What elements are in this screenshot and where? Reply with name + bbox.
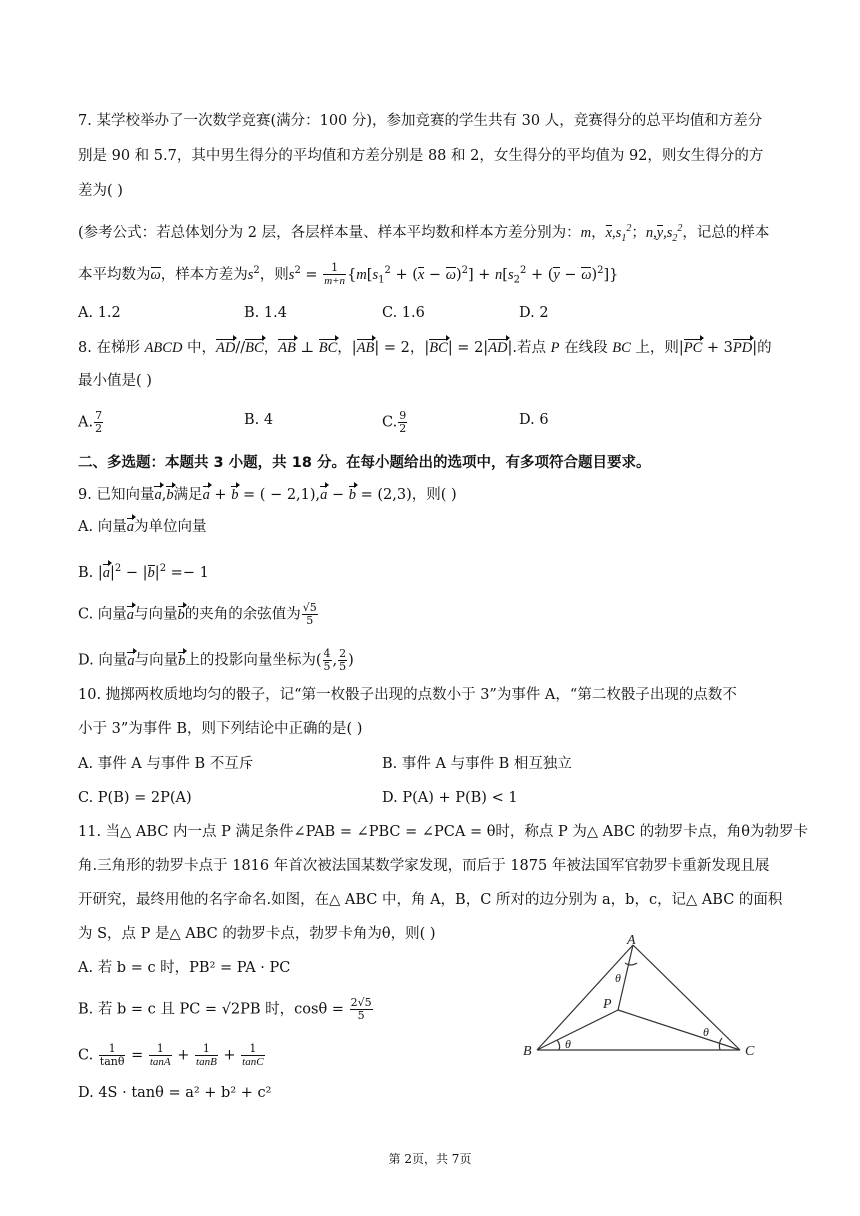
q8-option-b: B. 4 [244,412,274,428]
q7-ref1-text: (参考公式：若总体划分为 2 层，各层样本量、样本平均数和样本方差分别为： [78,224,581,241]
theta-c: θ [703,1025,709,1039]
label-c: C [745,1044,755,1059]
q11-option-a: A. 若 b = c 时，PB² = PA · PC [78,960,291,976]
q7-reference-line1: (参考公式：若总体划分为 2 层，各层样本量、样本平均数和样本方差分别为：m，$x,s_1^2$；$n,y,s_2^2$，记总的样本 [78,223,770,244]
q11-option-d: D. 4S · tanθ = a² + b² + c² [78,1085,272,1101]
q10-option-b: B. 事件 A 与事件 B 相互独立 [382,756,572,772]
q7-ref2-mid: ，样本方差为 [160,266,248,283]
q10-option-a: A. 事件 A 与事件 B 不互斥 [78,756,254,772]
q11-line4: 为 S，点 P 是△ ABC 的勃罗卡点，勃罗卡角为θ，则( ) [78,926,436,942]
q8-tail4: 的 [757,340,772,356]
q7-ref2-text: 本平均数为 [78,266,151,283]
q9-option-b: B. $|a|^2 - |b|^2 =- 1$ [78,563,209,581]
q7-line1: 7. 某学校举办了一次数学竞赛(满分：100 分)，参加竞赛的学生共有 30 人，竞赛得分的总平均值和方差分 [78,113,763,129]
segment-pc [618,1010,740,1050]
q7-line3: 差为( ) [78,183,123,199]
page-footer: 第 2页，共 7页 [388,1152,472,1166]
label-b: B [523,1044,532,1059]
q7-ref1-end: ，记总的样本 [682,224,770,241]
q7-line2: 别是 90 和 5.7，其中男生得分的平均值和方差分别是 88 和 2，女生得分的平均值为 92，则女生得分的方 [78,148,764,164]
label-a: A [627,933,636,948]
section-heading: 二、多选题：本题共 3 小题，共 18 分。在每小题给出的选项中，有多项符合题目要求。 [78,455,651,471]
q8-option-d: D. 6 [519,412,549,428]
q11-line3: 开研究，最终用他的名字命名.如图，在△ ABC 中，角 A，B，C 所对的边分别为 a，b，c，记△ ABC 的面积 [78,892,783,908]
q8-pre: 8. 在梯形 [78,340,145,356]
q10-option-c: C. P(B) = 2P(A) [78,790,192,806]
q8-line2: 最小值是( ) [78,373,152,389]
q7-option-b: B. 1.4 [244,305,287,321]
q9-stem: 9. 已知向量a,b满足a + b = ( − 2,1),a − b = (2,3)，则( ) [78,487,457,503]
q9-option-d: D. 向量a与向量b上的投影向量坐标为( $\frac{4}{5}$ , $\frac{2}{5}$ ) [78,647,354,673]
q9-option-a: A. 向量a为单位向量 [78,519,207,535]
q7-reference-line2: 本平均数为ω，样本方差为$s^2$，则$s^2$ = $\frac{1}{m+n}$ $\{m[s_1^2 + (x - \omega)^2] + n[s_2^2 + (y - \omega)^2]\}$ [78,261,619,288]
q8-tail: .若点 [512,340,551,356]
q7-ref2-then: ，则 [259,266,289,283]
q11-line1: 11. 当△ ABC 内一点 P 满足条件∠PAB = ∠PBC = ∠PCA = θ时，称点 P 为△ ABC 的勃罗卡点，角θ为勃罗卡 [78,824,808,840]
q8-option-c: C. $\frac{9}{2}$ [382,409,407,435]
q8-tail3: 上，则 [630,340,679,356]
q9-option-c: C. 向量a与向量b的夹角的余弦值为 $\frac{√5}{5}$ [78,601,317,627]
angle-arc-a [625,963,637,965]
q7-option-a: A. 1.2 [78,305,121,321]
q7-option-c: C. 1.6 [382,305,425,321]
q10-option-d: D. P(A) + P(B) < 1 [382,790,518,806]
q8-line1: 8. 在梯形 ABCD 中，AD//BC，AB ⊥ BC，|AB| = 2，|BC| = 2|AD|.若点 P 在线段 BC 上，则|PC + 3PD|的 [78,340,772,356]
label-p: P [603,997,612,1012]
q8-option-a: A. $\frac{7}{2}$ [78,409,103,435]
q11-option-c: C. $\frac{1}{\tan\theta}$ = $\frac{1}{\tan A}$ + $\frac{1}{\tan B}$ + $\frac{1}{\tan C}$ [78,1042,264,1068]
q10-line2: 小于 3”为事件 B，则下列结论中正确的是( ) [78,721,363,737]
angle-arc-b [557,1040,560,1050]
brocard-triangle-figure [515,930,765,1065]
q11-line2: 角.三角形的勃罗卡点于 1816 年首次被法国某数学家发现，而后于 1875 年被法国军官勃罗卡重新发现且展 [78,858,770,874]
q7-option-d: D. 2 [519,305,549,321]
theta-b: θ [565,1037,571,1051]
theta-a: θ [615,971,621,985]
q8-tail2: 在线段 [559,340,613,356]
q10-line1: 10. 抛掷两枚质地均匀的骰子，记“第一枚骰子出现的点数小于 3”为事件 A，“第二枚骰子出现的点数不 [78,687,737,703]
edge-ab [537,945,633,1050]
segment-pb [537,1010,618,1050]
q11-option-b: B. 若 b = c 且 PC = √2PB 时，cosθ = $\frac{2√5}{5}$ [78,996,372,1022]
q8-mid: 中， [182,340,217,356]
edge-ac [633,945,740,1050]
